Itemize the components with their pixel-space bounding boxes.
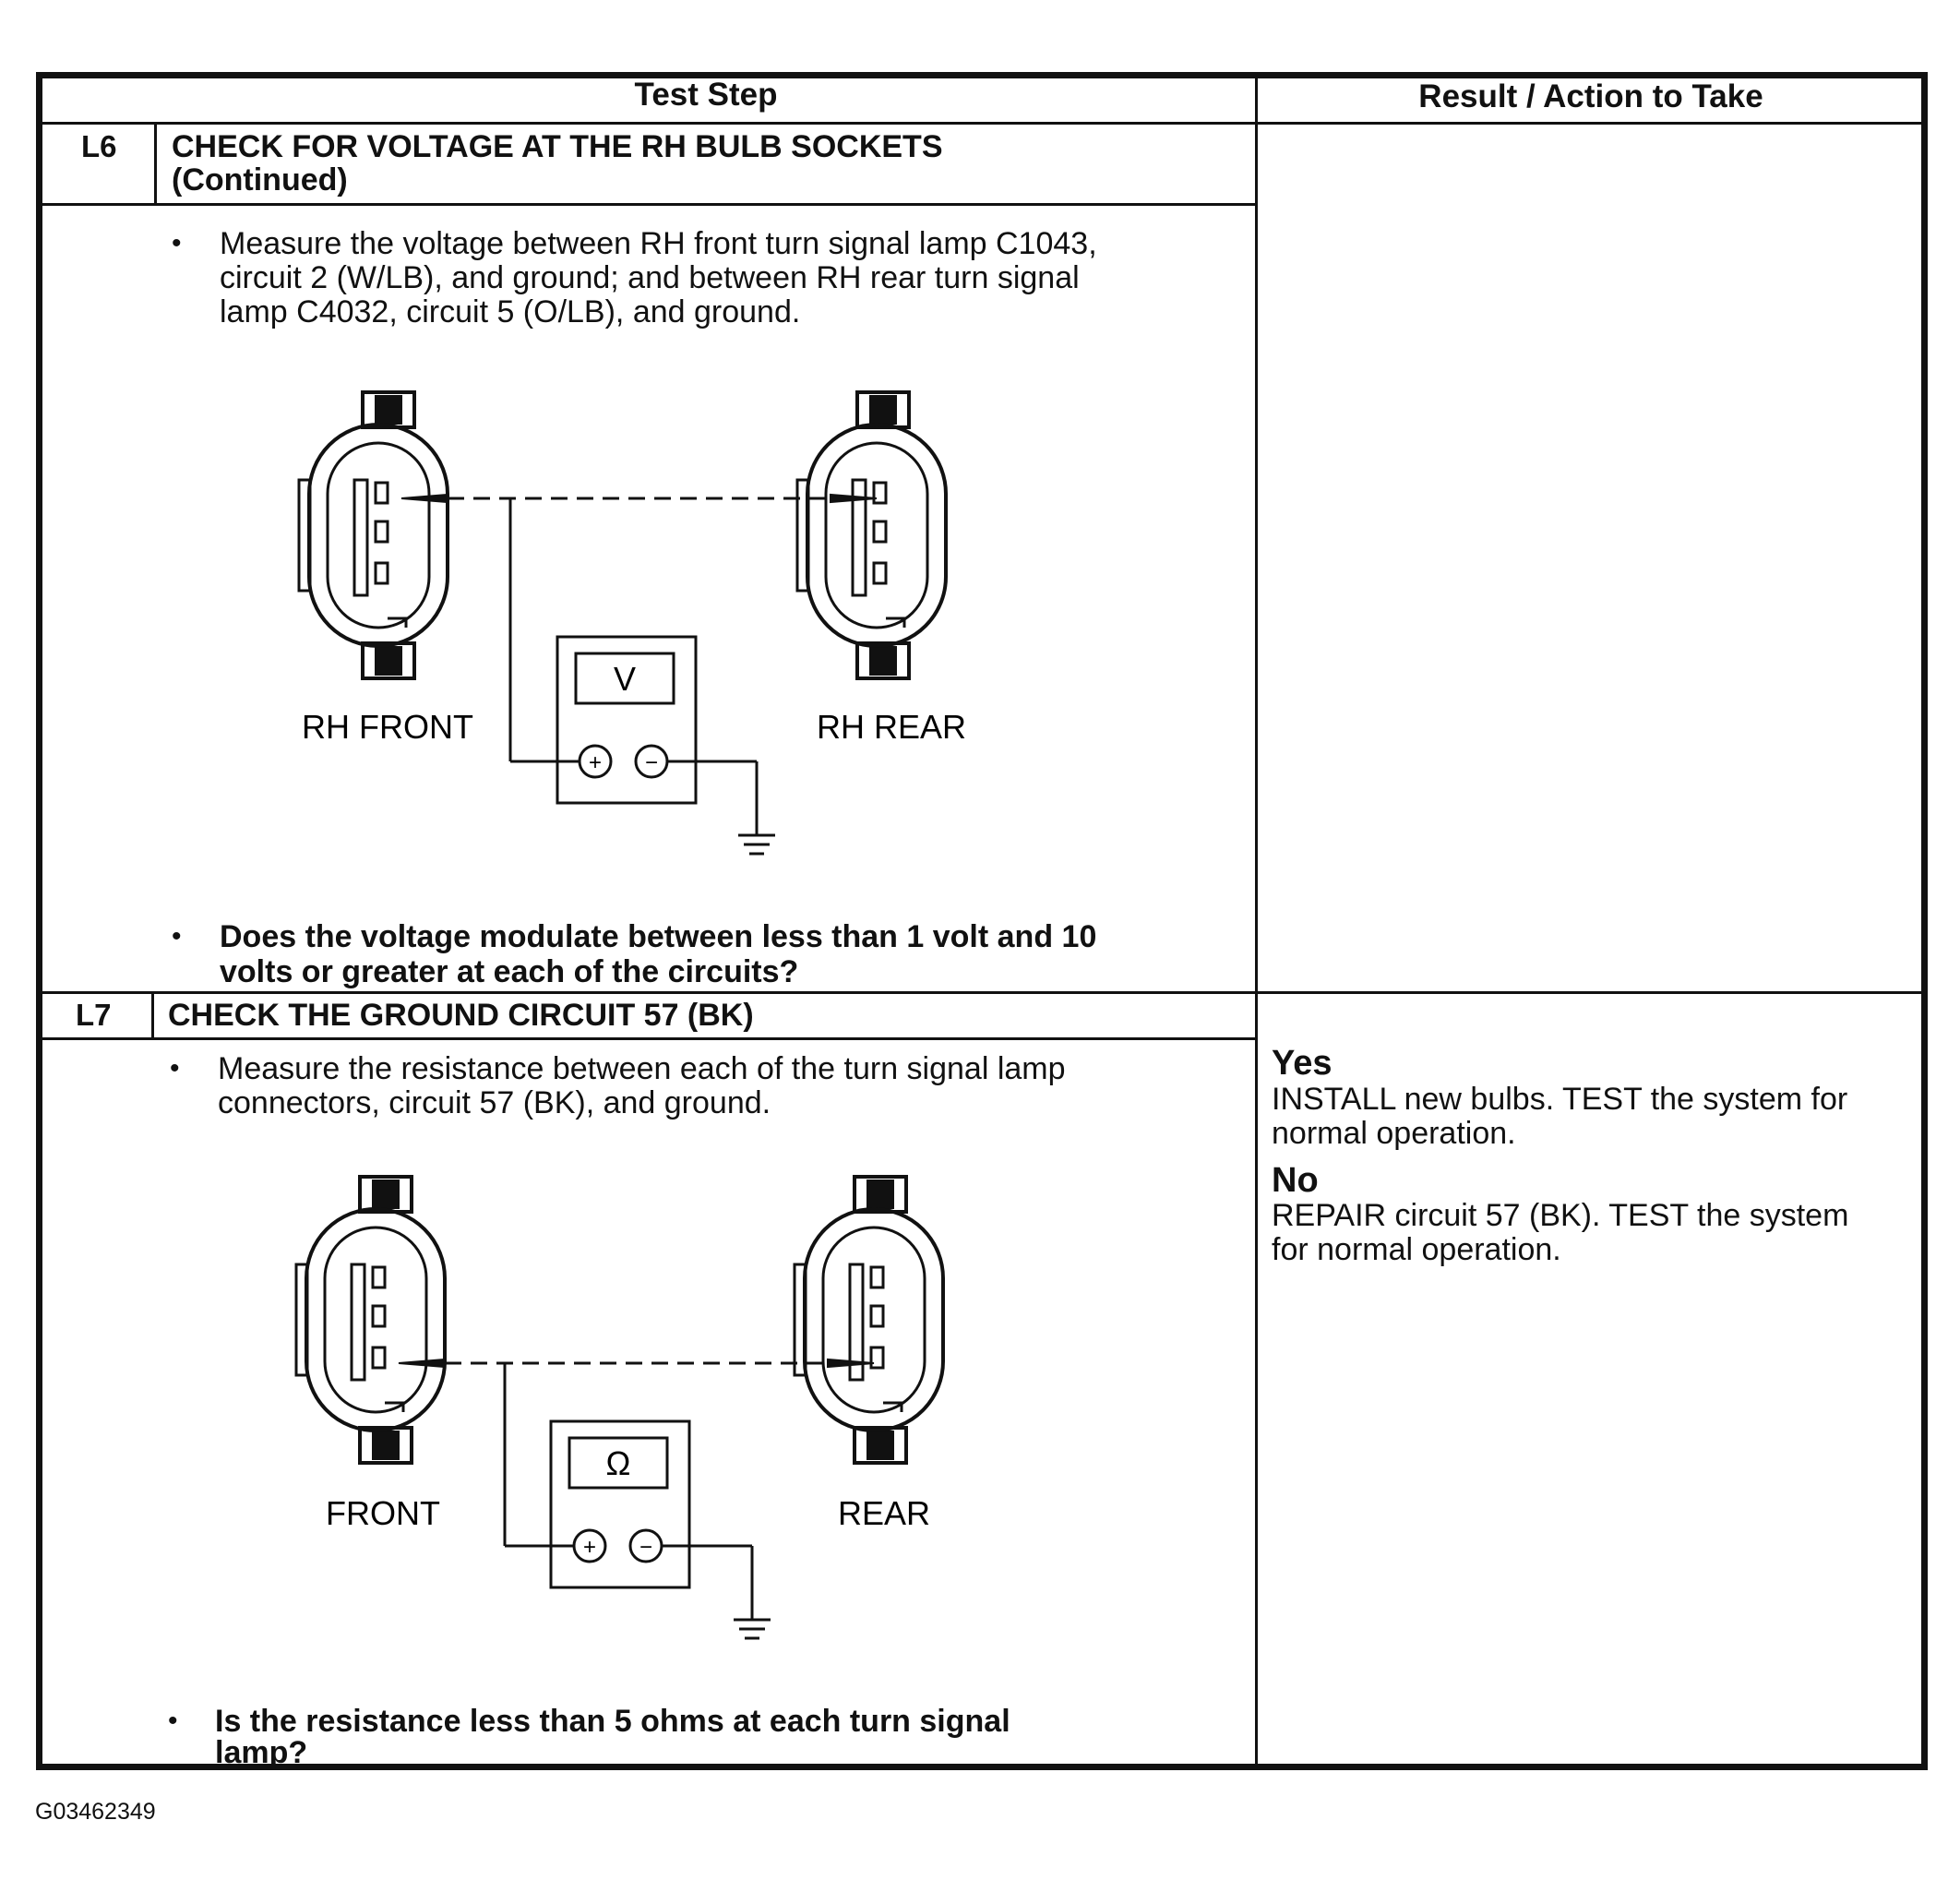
l6-l7-divider xyxy=(39,991,1925,994)
bullet-icon: • xyxy=(170,1053,180,1084)
step-id-l7: L7 xyxy=(76,998,112,1032)
meter-minus-terminal: − xyxy=(639,1535,653,1560)
l6-instruction-line-2: circuit 2 (W/LB), and ground; and between RH rear turn signal xyxy=(220,260,1080,295)
meter-minus-terminal: − xyxy=(644,750,659,775)
step-title-l6-continued: (Continued) xyxy=(172,162,348,198)
bullet-icon: • xyxy=(172,228,182,258)
header-result-action: Result / Action to Take xyxy=(1418,78,1763,114)
l6-instruction-line-1: Measure the voltage between RH front turn signal lamp C1043, xyxy=(220,226,1097,261)
result-no-action-line-1: REPAIR circuit 57 (BK). TEST the system xyxy=(1272,1198,1849,1233)
rh-rear-connector-icon xyxy=(797,392,946,678)
l6-instruction-line-3: lamp C4032, circuit 5 (O/LB), and ground. xyxy=(220,294,801,329)
bullet-icon: • xyxy=(172,921,182,952)
front-probe-icon xyxy=(399,1359,445,1367)
l6-title-divider xyxy=(39,203,1257,206)
l6-voltage-test-diagram xyxy=(277,383,978,881)
meter-plus-terminal: + xyxy=(582,1535,597,1560)
figure-id: G03462349 xyxy=(35,1799,156,1825)
result-yes-action-line-1: INSTALL new bulbs. TEST the system for xyxy=(1272,1082,1848,1117)
meter-symbol-v: V xyxy=(613,660,637,698)
rh-front-label: RH FRONT xyxy=(302,708,473,746)
rear-connector-icon xyxy=(795,1177,943,1463)
l6-question-line-1: Does the voltage modulate between less than 1 volt and 10 xyxy=(220,919,1097,954)
front-probe-icon xyxy=(401,495,448,502)
l7-resistance-test-diagram xyxy=(277,1168,978,1666)
rear-probe-icon xyxy=(828,1359,874,1367)
rear-probe-icon xyxy=(831,495,877,502)
front-connector-icon xyxy=(296,1177,445,1463)
result-no: No xyxy=(1272,1161,1319,1200)
l7-question-line-2: lamp? xyxy=(215,1735,308,1770)
header-test-step: Test Step xyxy=(634,77,778,113)
ground-symbol-icon xyxy=(734,1620,771,1638)
result-no-action-line-2: for normal operation. xyxy=(1272,1232,1561,1267)
step-id-l6: L6 xyxy=(81,129,117,163)
front-label: FRONT xyxy=(326,1494,440,1532)
meter-symbol-ohm: Ω xyxy=(605,1444,631,1482)
column-divider xyxy=(1255,76,1258,1768)
rh-rear-label: RH REAR xyxy=(816,708,967,746)
l7-question-line-1: Is the resistance less than 5 ohms at each turn signal xyxy=(215,1704,1010,1739)
meter-plus-terminal: + xyxy=(588,750,603,775)
rh-front-connector-icon xyxy=(299,392,448,678)
header-divider xyxy=(39,122,1925,125)
ground-symbol-icon xyxy=(738,835,775,854)
bullet-icon: • xyxy=(168,1706,178,1736)
l6-id-divider xyxy=(154,122,157,205)
result-yes-action-line-2: normal operation. xyxy=(1272,1116,1516,1151)
step-title-l7: CHECK THE GROUND CIRCUIT 57 (BK) xyxy=(168,998,754,1033)
rear-label: REAR xyxy=(837,1494,931,1532)
l7-instruction-line-2: connectors, circuit 57 (BK), and ground. xyxy=(218,1085,771,1120)
result-yes: Yes xyxy=(1272,1044,1333,1083)
l6-question-line-2: volts or greater at each of the circuits? xyxy=(220,954,799,989)
l7-instruction-line-1: Measure the resistance between each of the turn signal lamp xyxy=(218,1051,1066,1086)
l7-id-divider xyxy=(151,991,154,1039)
step-title-l6: CHECK FOR VOLTAGE AT THE RH BULB SOCKETS xyxy=(172,129,943,164)
l7-title-divider xyxy=(39,1037,1257,1040)
